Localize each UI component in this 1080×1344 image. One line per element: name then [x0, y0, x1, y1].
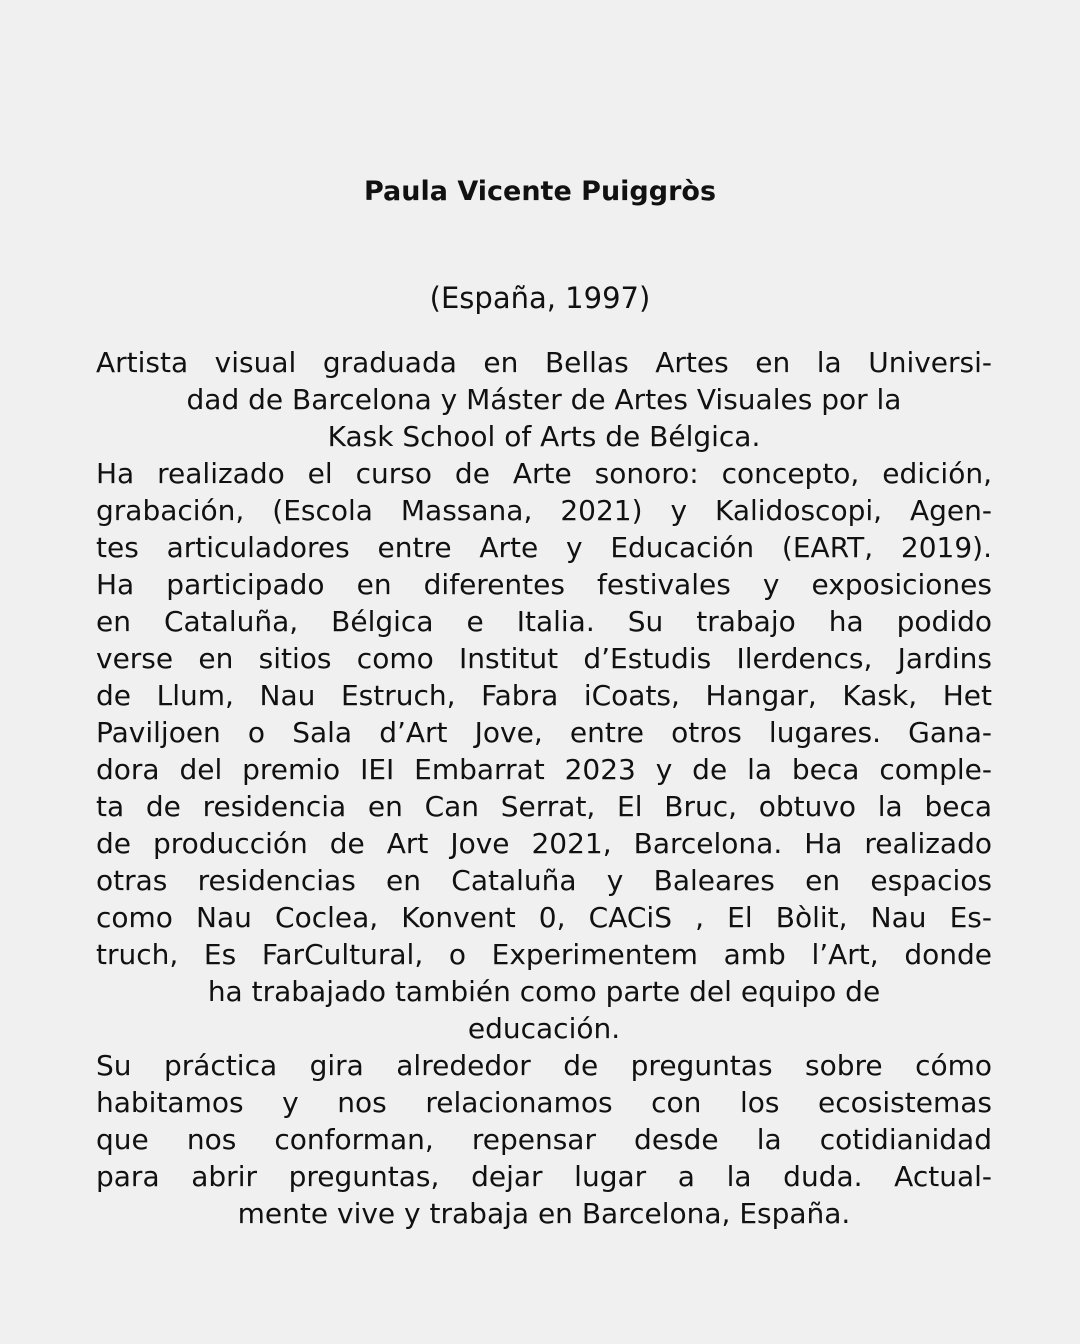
- bio-line: ta de residencia en Can Serrat, El Bruc, obtuvo la beca: [96, 790, 992, 823]
- bio-line: grabación, (Escola Massana, 2021) y Kalidoscopi, Agen-: [96, 494, 992, 527]
- bio-line: dora del premio IEI Embarrat 2023 y de la beca comple-: [96, 753, 992, 786]
- bio-line: de Llum, Nau Estruch, Fabra iCoats, Hangar, Kask, Het: [96, 679, 992, 712]
- bio-line: Su práctica gira alrededor de preguntas sobre cómo: [96, 1049, 992, 1082]
- bio-line: en Cataluña, Bélgica e Italia. Su trabajo ha podido: [96, 605, 992, 638]
- bio-line: tes articuladores entre Arte y Educación (EART, 2019).: [96, 531, 992, 564]
- bio-line: truch, Es FarCultural, o Experimentem amb l’Art, donde: [96, 938, 992, 971]
- bio-line: Ha realizado el curso de Arte sonoro: concepto, edición,: [96, 457, 992, 490]
- bio-line: que nos conforman, repensar desde la cotidianidad: [96, 1123, 992, 1156]
- bio-line: educación.: [467, 1012, 621, 1045]
- bio-line: verse en sitios como Institut d’Estudis Ilerdencs, Jardins: [96, 642, 992, 675]
- bio-line: Ha participado en diferentes festivales y exposiciones: [96, 568, 992, 601]
- bio-line: de producción de Art Jove 2021, Barcelona. Ha realizado: [96, 827, 992, 860]
- artist-origin: (España, 1997): [429, 281, 651, 315]
- bio-line: mente vive y trabaja en Barcelona, España.: [237, 1197, 851, 1230]
- artist-name: Paula Vicente Puiggròs: [363, 176, 717, 207]
- bio-line: Paviljoen o Sala d’Art Jove, entre otros lugares. Gana-: [96, 716, 992, 749]
- bio-line: dad de Barcelona y Máster de Artes Visuales por la: [186, 383, 902, 416]
- artist-bio: [96, 344, 992, 1232]
- bio-line: habitamos y nos relacionamos con los ecosistemas: [96, 1086, 992, 1119]
- bio-line: otras residencias en Cataluña y Baleares en espacios: [96, 864, 992, 897]
- bio-line: Kask School of Arts de Bélgica.: [327, 420, 761, 453]
- bio-line: ha trabajado también como parte del equipo de: [207, 975, 881, 1008]
- bio-line: Artista visual graduada en Bellas Artes en la Universi-: [96, 346, 992, 379]
- bio-line: para abrir preguntas, dejar lugar a la duda. Actual-: [96, 1160, 992, 1193]
- bio-line: como Nau Coclea, Konvent 0, CACiS , El Bòlit, Nau Es-: [96, 901, 992, 934]
